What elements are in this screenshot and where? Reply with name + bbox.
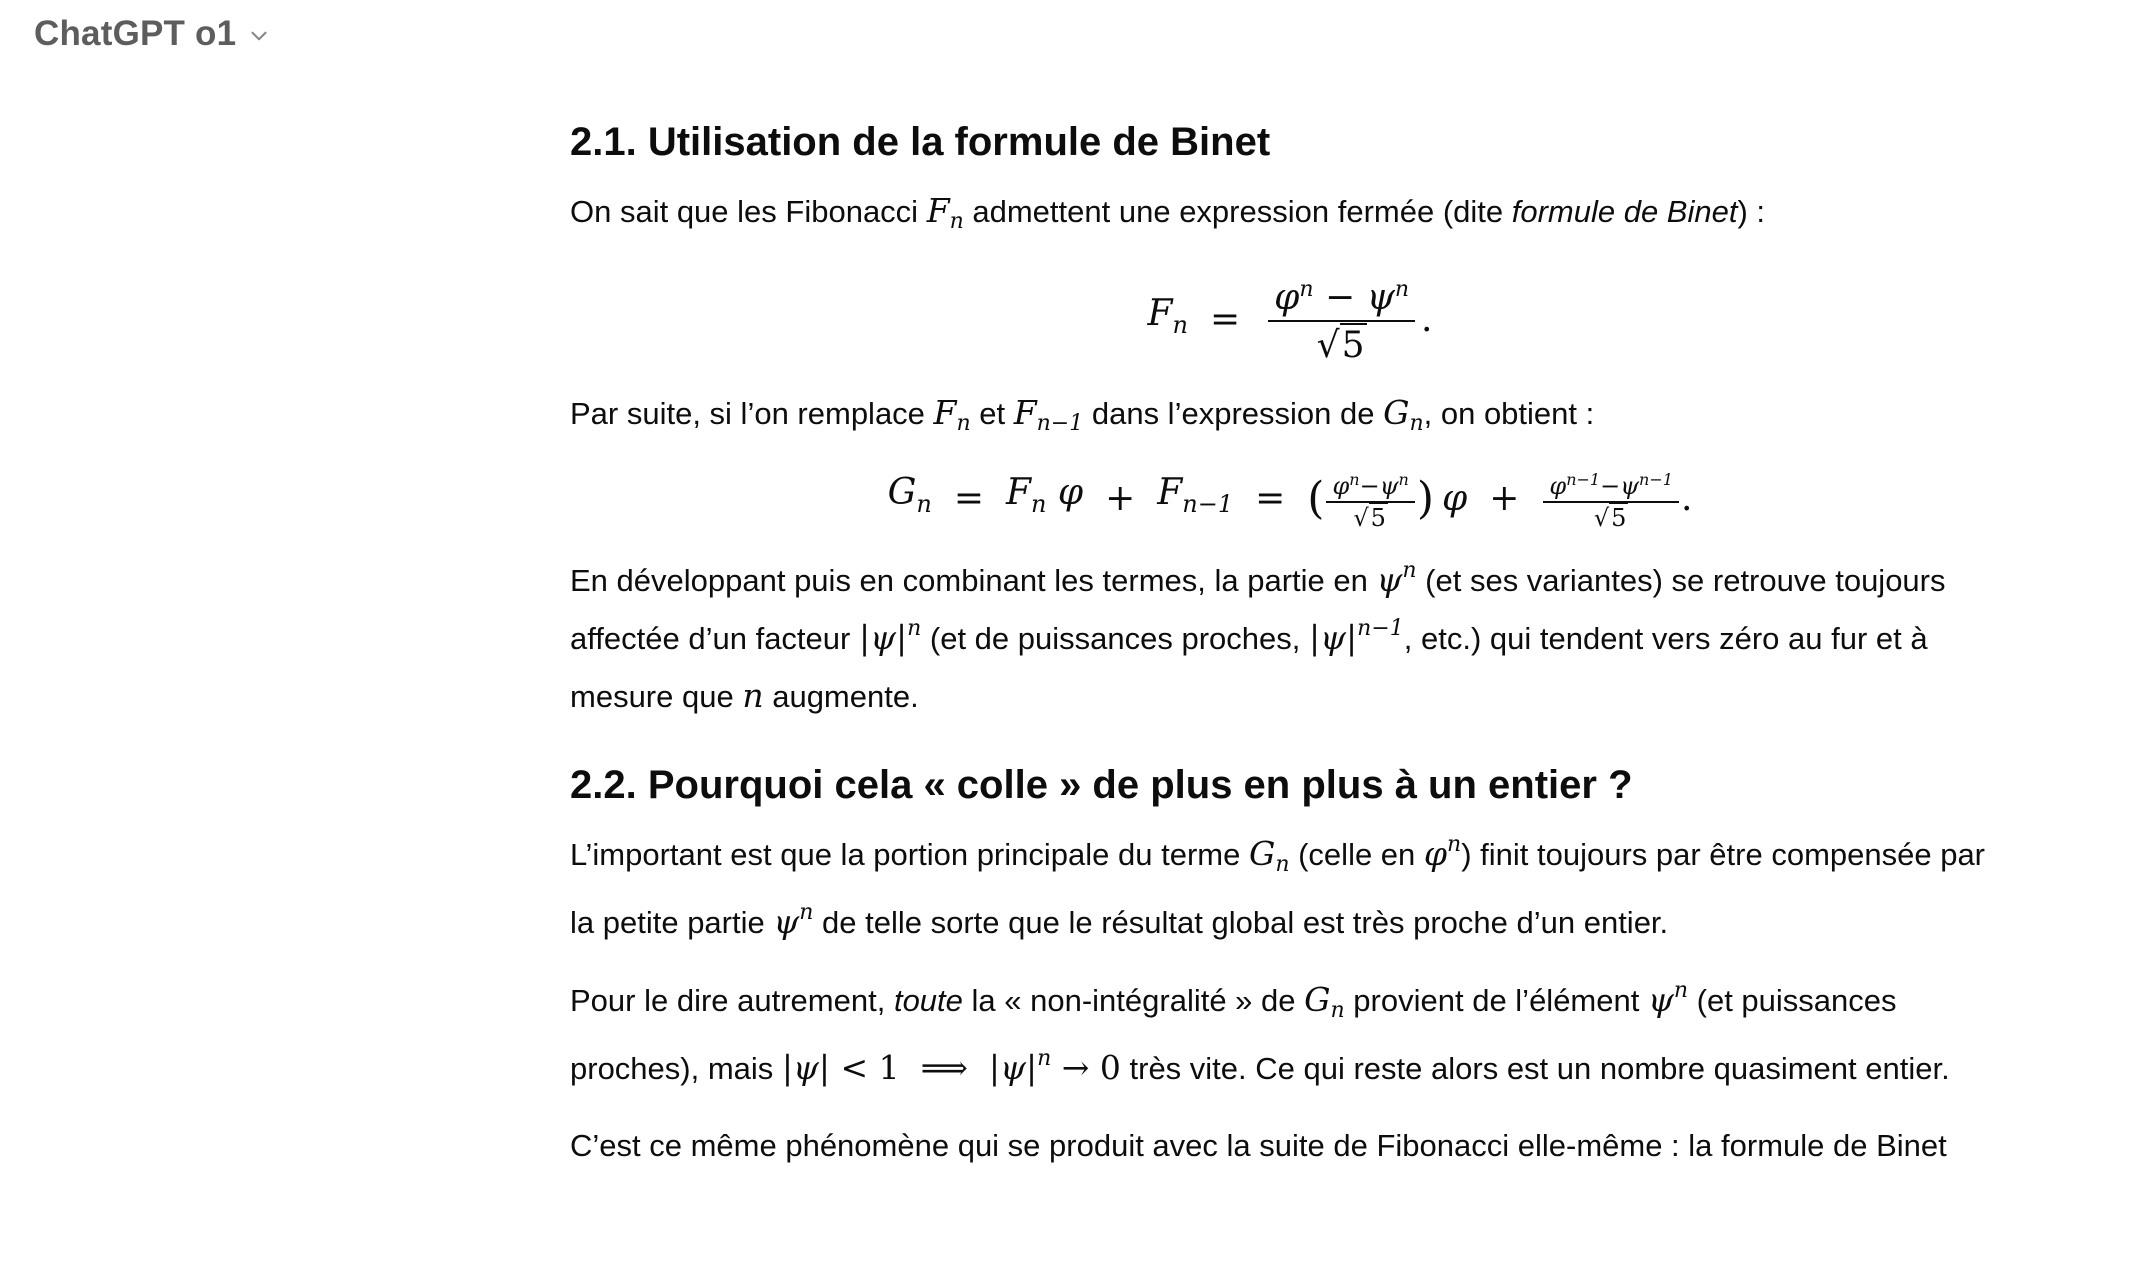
gn-expansion-formula: $G_n$ = $F_n$ φ + $F_{n-1}$ = ( $\frac{\varphi^n-\psi^n}{√5}$ ) φ + $\frac{\varphi^{n-1}-\psi^{n-1}}{√5}$ . <box>887 469 1693 532</box>
model-selector[interactable] <box>28 8 278 60</box>
model-name: ChatGPT o1 <box>34 14 237 53</box>
binet-formula: $F_n$ = $\frac{\varphi^n - \psi^n}{√5}$ . <box>1147 277 1433 366</box>
section-heading-2-2: 2.2. Pourquoi cela « colle » de plus en plus à un entier ? <box>570 763 1633 807</box>
paragraph-development: En développant puis en combinant les termes, la partie en $\psi^n$ (et ses variantes) se retrouve toujours affectée d’un facteur $|\psi|^n$ (et de puissances proches, $|\psi|^{n-1}$, etc.) qui tendent vers zéro au fur et à mesure que n augmente. <box>570 558 1946 715</box>
paragraph-principal-portion: L’important est que la portion principale du terme $G_n$ (celle en $\varphi^n$) finit toujours par être compensée par la petite partie $\psi^n$ de telle sorte que le résultat global est très proche d’un entier. <box>570 832 1986 941</box>
paragraph-binet-intro: On sait que les Fibonacci $F_n$ admettent une expression fermée (dite formule de Binet) : <box>570 191 1766 234</box>
chevron-down-icon <box>246 23 272 49</box>
paragraph-non-integrality: Pour le dire autrement, toute la « non-intégralité » de $G_n$ provient de l’élément $\psi^n$ (et puissances proches), mais |ψ| < 1 ⟹ $|\psi|^n \to 0$ très vite. Ce qui reste alors est un nombre quasiment entier. <box>570 978 1950 1087</box>
paragraph-substitution: Par suite, si l’on remplace $F_n$ et $F_{n-1}$ dans l’expression de $G_n$, on obtient : <box>570 393 1595 436</box>
paragraph-fibonacci-phenomenon: C’est ce même phénomène qui se produit avec la suite de Fibonacci elle-même : la formule de Binet <box>570 1128 1947 1163</box>
assistant-message <box>570 112 2010 1174</box>
section-heading-2-1: 2.1. Utilisation de la formule de Binet <box>570 120 1271 164</box>
